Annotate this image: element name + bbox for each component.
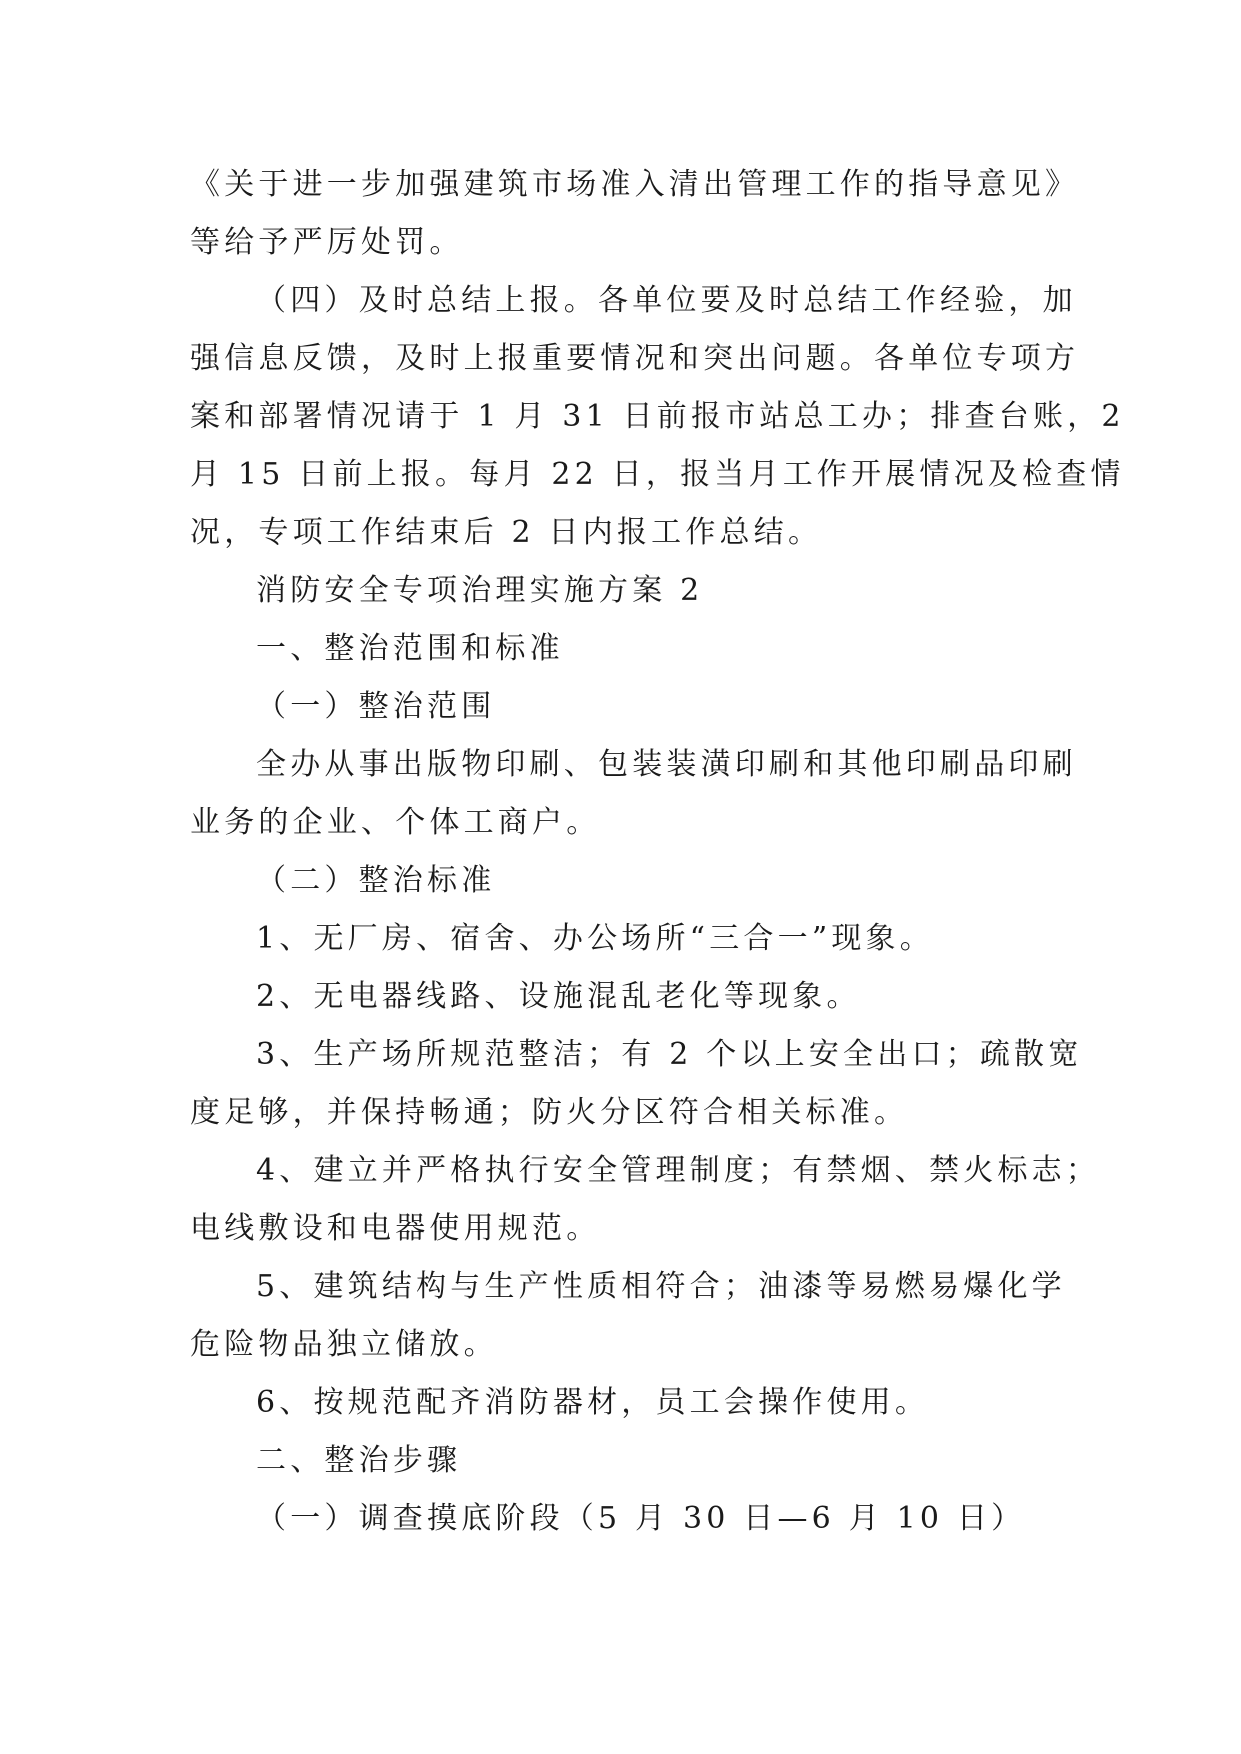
list-item: 1、无厂房、宿舍、办公场所“三合一”现象。 [256,921,934,956]
text-line: 况，专项工作结束后 2 日内报工作总结。 [190,515,823,550]
text-line: 案和部署情况请于 1 月 31 日前报市站总工办；排查台账，2 [190,399,1125,434]
text-line: 电线敷设和电器使用规范。 [190,1211,601,1246]
text-line: 月 15 日前上报。每月 22 日，报当月工作开展情况及检查情 [190,457,1125,492]
list-item: 4、建立并严格执行安全管理制度；有禁烟、禁火标志； [256,1153,1101,1188]
section-title: 消防安全专项治理实施方案 2 [256,573,704,608]
document-body [190,156,1125,1548]
list-item: 6、按规范配齐消防器材，员工会操作使用。 [256,1385,930,1420]
heading-level-1: 二、整治步骤 [256,1443,462,1478]
heading-level-2: （二）整治标准 [256,863,496,898]
text-line: 强信息反馈，及时上报重要情况和突出问题。各单位专项方 [190,341,1080,376]
text-line: 业务的企业、个体工商户。 [190,805,601,840]
list-item: 3、生产场所规范整洁；有 2 个以上安全出口；疏散宽 [256,1037,1083,1072]
text-line: 危险物品独立储放。 [190,1327,498,1362]
list-item: 5、建筑结构与生产性质相符合；油漆等易燃易爆化学 [256,1269,1066,1304]
list-item: 2、无电器线路、设施混乱老化等现象。 [256,979,861,1014]
text-line: 全办从事出版物印刷、包装装潢印刷和其他印刷品印刷 [256,747,1077,782]
heading-level-2: （一）整治范围 [256,689,496,724]
heading-level-1: 一、整治范围和标准 [256,631,564,666]
text-line: 《关于进一步加强建筑市场准入清出管理工作的指导意见》 [190,167,1080,202]
text-line: （四）及时总结上报。各单位要及时总结工作经验，加 [256,283,1077,318]
heading-level-2: （一）调查摸底阶段（5 月 30 日—6 月 10 日） [256,1501,1026,1536]
text-line: 等给予严厉处罚。 [190,225,464,260]
text-line: 度足够，并保持畅通；防火分区符合相关标准。 [190,1095,909,1130]
